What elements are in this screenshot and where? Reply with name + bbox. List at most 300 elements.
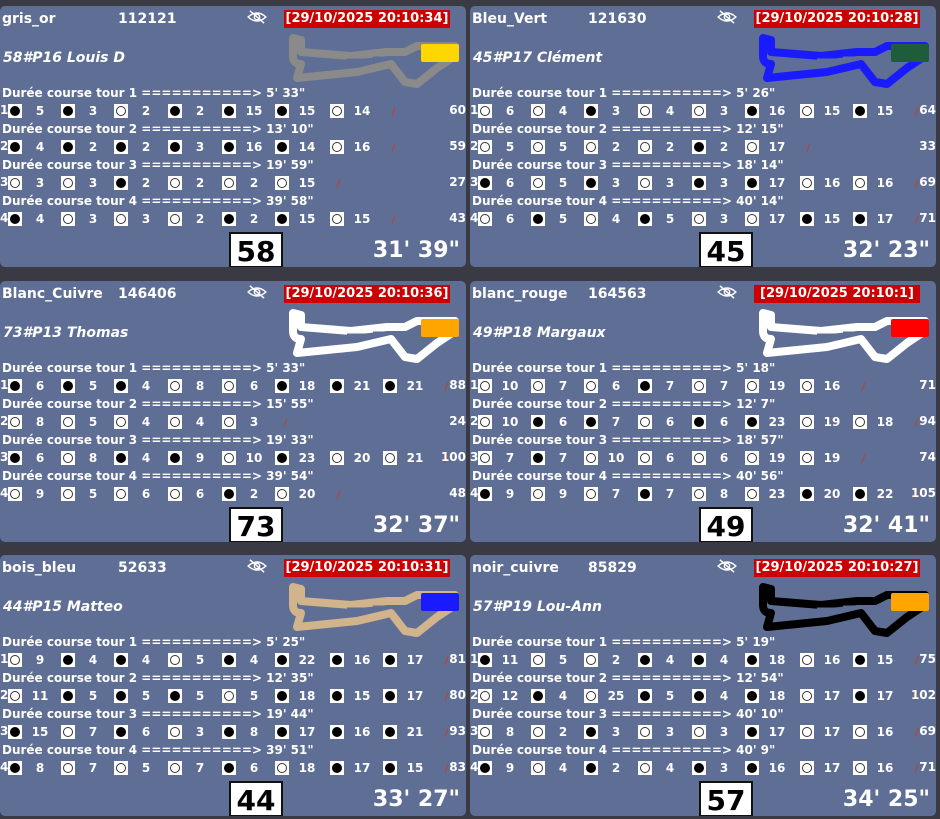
shot-value: 3 <box>719 761 729 775</box>
tour-total: 60 <box>449 103 466 117</box>
shot-value: 2 <box>195 212 205 226</box>
target-hit-icon <box>745 415 759 429</box>
target-hit-icon <box>8 140 22 154</box>
shot-value: 17 <box>298 725 316 739</box>
target-miss-icon <box>638 451 652 465</box>
shot-value: 2 <box>141 140 151 154</box>
rounds-list <box>470 86 936 230</box>
timestamp-badge: [29/10/2025 20:10:1] <box>754 285 920 303</box>
shot-value: 2 <box>665 140 675 154</box>
target-miss-icon <box>638 140 652 154</box>
tour-number: 1 <box>0 378 9 392</box>
team-score: 112121 <box>118 11 177 27</box>
tour-shots-row <box>470 411 936 433</box>
player-name: 57#P19 Lou-Ann <box>473 599 602 615</box>
shot-value: 3 <box>719 176 729 190</box>
shot-value: 19 <box>768 379 786 393</box>
shot-cell <box>330 140 412 154</box>
target-miss-icon <box>531 379 545 393</box>
tour-number: 4 <box>470 760 479 774</box>
target-hit-icon <box>478 761 492 775</box>
shot-value: 19 <box>823 415 841 429</box>
tour-shots-row <box>0 483 466 505</box>
team-card-bois-bleu <box>0 555 466 816</box>
shot-value: 17 <box>768 176 786 190</box>
shot-value: 4 <box>88 653 98 667</box>
tour-shots-row <box>0 100 466 122</box>
tour-number: 1 <box>0 652 9 666</box>
shot-value: 19 <box>823 451 841 465</box>
target-hit-icon <box>8 379 22 393</box>
team-score: 52633 <box>118 560 167 576</box>
tour-number: 1 <box>0 103 9 117</box>
shot-value: 16 <box>823 379 841 393</box>
target-miss-icon <box>584 689 598 703</box>
target-miss-icon <box>330 212 344 226</box>
tour-shots-row <box>470 649 936 671</box>
eye-off-icon[interactable] <box>246 9 268 25</box>
target-hit-icon <box>222 653 236 667</box>
target-hit-icon <box>275 725 289 739</box>
target-hit-icon <box>383 689 397 703</box>
target-hit-icon <box>275 379 289 393</box>
target-miss-icon <box>692 725 706 739</box>
tour-duration-label: Durée course tour 2 ===========> 12' 7" <box>472 397 776 411</box>
shot-value: 5 <box>88 487 98 501</box>
team-name: blanc_rouge <box>472 286 568 302</box>
tour-number: 2 <box>470 688 479 702</box>
shot-value: 23 <box>768 487 786 501</box>
player-name: 45#P17 Clément <box>473 50 603 66</box>
final-time: 33' 27" <box>372 787 460 812</box>
target-hit-icon <box>531 689 545 703</box>
final-time: 32' 41" <box>842 513 930 538</box>
final-time: 34' 25" <box>842 787 930 812</box>
target-miss-icon <box>478 725 492 739</box>
shot-value: 2 <box>141 104 151 118</box>
tour-duration-label: Durée course tour 2 ===========> 13' 10" <box>2 122 314 136</box>
tour-duration-label: Durée course tour 4 ===========> 40' 56" <box>472 469 784 483</box>
shot-value: 18 <box>768 653 786 667</box>
shot-value: 5 <box>141 689 151 703</box>
shot-value: 6 <box>665 415 675 429</box>
shot-value: 7 <box>505 451 515 465</box>
team-card-blanc-rouge <box>470 281 936 542</box>
tour-shots-row <box>470 447 936 469</box>
shot-value: 7 <box>719 379 729 393</box>
shot-value: 15 <box>31 725 49 739</box>
shot-value: 2 <box>249 176 259 190</box>
tour-shots-row <box>470 136 936 158</box>
target-miss-icon <box>531 140 545 154</box>
target-miss-icon <box>853 725 867 739</box>
tour-number: 4 <box>0 486 9 500</box>
target-hit-icon <box>638 212 652 226</box>
tour-number: 3 <box>470 450 479 464</box>
tour-shots-row <box>0 172 466 194</box>
tour-duration-label: Durée course tour 1 ===========> 5' 33" <box>2 361 306 375</box>
tour-number: 2 <box>0 414 9 428</box>
tour-total: 105 <box>910 486 936 500</box>
shot-value: 5 <box>558 140 568 154</box>
tick-mark <box>806 143 810 152</box>
bib-number: 49 <box>699 507 753 542</box>
tour-total: 27 <box>449 175 466 189</box>
target-hit-icon <box>168 104 182 118</box>
tick-mark <box>914 656 918 665</box>
target-hit-icon <box>222 487 236 501</box>
target-hit-icon <box>383 653 397 667</box>
shot-value: 6 <box>665 451 675 465</box>
shot-value: 3 <box>35 176 45 190</box>
target-hit-icon <box>745 689 759 703</box>
shot-value: 5 <box>88 379 98 393</box>
tour-total: 59 <box>449 139 466 153</box>
target-miss-icon <box>478 104 492 118</box>
tour-duration-label: Durée course tour 3 ===========> 40' 10" <box>472 707 784 721</box>
target-hit-icon <box>531 451 545 465</box>
shot-value: 3 <box>88 176 98 190</box>
tour-duration-label: Durée course tour 4 ===========> 39' 54" <box>2 469 314 483</box>
target-miss-icon <box>531 104 545 118</box>
target-hit-icon <box>531 212 545 226</box>
tour-duration-label: Durée course tour 2 ===========> 12' 15" <box>472 122 784 136</box>
target-miss-icon <box>168 653 182 667</box>
shot-value: 3 <box>141 212 151 226</box>
team-card-gris-or <box>0 6 466 267</box>
target-miss-icon <box>531 487 545 501</box>
eye-off-icon[interactable] <box>246 284 268 300</box>
tour-number: 2 <box>0 688 9 702</box>
tour-total: 69 <box>919 724 936 738</box>
player-name: 73#P13 Thomas <box>3 325 129 341</box>
shot-value: 5 <box>195 689 205 703</box>
target-hit-icon <box>61 104 75 118</box>
shot-cell <box>330 212 412 226</box>
tour-shots-row <box>0 411 466 433</box>
shot-value: 3 <box>665 176 675 190</box>
target-hit-icon <box>275 140 289 154</box>
shot-value: 6 <box>558 415 568 429</box>
shot-value: 15 <box>245 104 263 118</box>
tour-duration-label: Durée course tour 2 ===========> 12' 54" <box>472 671 784 685</box>
target-miss-icon <box>222 451 236 465</box>
shot-value: 15 <box>298 104 316 118</box>
tour-shots-row <box>0 447 466 469</box>
target-miss-icon <box>61 761 75 775</box>
shot-value: 5 <box>505 140 515 154</box>
shot-value: 18 <box>298 379 316 393</box>
tour-duration-label: Durée course tour 1 ===========> 5' 25" <box>2 635 306 649</box>
target-miss-icon <box>275 761 289 775</box>
target-hit-icon <box>692 653 706 667</box>
target-hit-icon <box>275 689 289 703</box>
tour-shots-row <box>0 375 466 397</box>
target-hit-icon <box>8 725 22 739</box>
tour-shots-row <box>0 685 466 707</box>
tick-mark <box>391 215 395 224</box>
eye-off-icon[interactable] <box>716 9 738 25</box>
shot-value: 6 <box>141 725 151 739</box>
shot-value: 2 <box>719 140 729 154</box>
shot-value: 4 <box>249 653 259 667</box>
tour-duration-label: Durée course tour 4 ===========> 39' 58" <box>2 194 314 208</box>
target-hit-icon <box>692 761 706 775</box>
tour-duration-label: Durée course tour 2 ===========> 15' 55" <box>2 397 314 411</box>
team-card-blanc-cuivre <box>0 281 466 542</box>
tick-mark <box>444 764 448 773</box>
shot-cell <box>275 487 357 501</box>
timestamp-badge: [29/10/2025 20:10:36] <box>285 286 449 301</box>
shot-value: 17 <box>876 212 894 226</box>
target-miss-icon <box>692 104 706 118</box>
tour-duration-label: Durée course tour 1 ===========> 5' 26" <box>472 86 776 100</box>
tour-duration-label: Durée course tour 3 ===========> 18' 57" <box>472 433 784 447</box>
target-hit-icon <box>745 725 759 739</box>
team-card-noir-cuivre <box>470 555 936 816</box>
target-miss-icon <box>8 689 22 703</box>
target-hit-icon <box>275 212 289 226</box>
target-miss-icon <box>800 761 814 775</box>
shot-value: 17 <box>353 761 371 775</box>
shot-value: 15 <box>298 212 316 226</box>
shot-value: 16 <box>876 176 894 190</box>
tour-shots-row <box>0 721 466 743</box>
target-miss-icon <box>800 689 814 703</box>
target-miss-icon <box>692 487 706 501</box>
tour-duration-label: Durée course tour 3 ===========> 19' 33" <box>2 433 314 447</box>
shot-value: 2 <box>611 140 621 154</box>
shot-value: 23 <box>298 451 316 465</box>
shot-value: 17 <box>823 689 841 703</box>
tour-shots-row <box>470 685 936 707</box>
shot-cell <box>222 415 304 429</box>
tour-number: 4 <box>0 211 9 225</box>
target-miss-icon <box>168 212 182 226</box>
target-hit-icon <box>383 761 397 775</box>
target-miss-icon <box>61 451 75 465</box>
tick-mark <box>391 107 395 116</box>
shot-value: 20 <box>823 487 841 501</box>
tour-total: 24 <box>449 414 466 428</box>
target-hit-icon <box>584 176 598 190</box>
eye-off-icon[interactable] <box>716 284 738 300</box>
shot-value: 21 <box>406 379 424 393</box>
target-hit-icon <box>114 140 128 154</box>
rounds-list <box>0 635 466 779</box>
shot-value: 2 <box>611 653 621 667</box>
target-miss-icon <box>478 140 492 154</box>
target-miss-icon <box>584 140 598 154</box>
tour-shots-row <box>470 100 936 122</box>
team-score: 85829 <box>588 560 637 576</box>
tour-shots-row <box>0 757 466 779</box>
shot-value: 20 <box>353 451 371 465</box>
target-hit-icon <box>330 761 344 775</box>
target-hit-icon <box>222 104 236 118</box>
shot-value: 14 <box>298 140 316 154</box>
shot-value: 4 <box>141 415 151 429</box>
target-hit-icon <box>8 212 22 226</box>
shot-value: 10 <box>501 379 519 393</box>
tour-number: 2 <box>0 139 9 153</box>
shot-value: 5 <box>195 653 205 667</box>
target-miss-icon <box>800 725 814 739</box>
shot-value: 22 <box>876 487 894 501</box>
shot-value: 3 <box>611 176 621 190</box>
target-hit-icon <box>478 176 492 190</box>
rounds-list <box>0 361 466 505</box>
shot-value: 6 <box>249 379 259 393</box>
shot-value: 3 <box>719 104 729 118</box>
target-hit-icon <box>584 761 598 775</box>
shot-value: 18 <box>298 761 316 775</box>
target-miss-icon <box>638 725 652 739</box>
shot-value: 16 <box>768 104 786 118</box>
team-name: gris_or <box>2 11 56 27</box>
shot-value: 16 <box>876 761 894 775</box>
shot-value: 17 <box>768 212 786 226</box>
rifle-icon <box>287 30 466 90</box>
bib-number: 57 <box>699 781 753 816</box>
tour-duration-label: Durée course tour 1 ===========> 5' 18" <box>472 361 776 375</box>
shot-value: 5 <box>558 212 568 226</box>
tour-total: 71 <box>919 760 936 774</box>
target-hit-icon <box>61 653 75 667</box>
target-miss-icon <box>638 176 652 190</box>
target-hit-icon <box>638 689 652 703</box>
target-miss-icon <box>168 487 182 501</box>
target-miss-icon <box>745 212 759 226</box>
target-miss-icon <box>114 487 128 501</box>
shot-value: 19 <box>768 451 786 465</box>
shot-cell <box>275 176 357 190</box>
tick-mark <box>336 490 340 499</box>
target-hit-icon <box>275 451 289 465</box>
eye-off-icon[interactable] <box>716 558 738 574</box>
shot-cell <box>800 379 882 393</box>
team-name: bois_bleu <box>2 560 77 576</box>
target-miss-icon <box>8 653 22 667</box>
shot-value: 8 <box>35 761 45 775</box>
shot-value: 9 <box>35 653 45 667</box>
tour-total: 81 <box>449 652 466 666</box>
target-miss-icon <box>330 104 344 118</box>
shot-value: 4 <box>141 451 151 465</box>
tour-number: 2 <box>470 139 479 153</box>
tour-total: 71 <box>919 211 936 225</box>
target-hit-icon <box>330 689 344 703</box>
tour-number: 1 <box>470 652 479 666</box>
target-hit-icon <box>114 176 128 190</box>
target-hit-icon <box>168 451 182 465</box>
rounds-list <box>470 361 936 505</box>
shot-value: 3 <box>88 212 98 226</box>
shot-value: 17 <box>823 725 841 739</box>
shot-value: 16 <box>768 761 786 775</box>
eye-off-icon[interactable] <box>246 558 268 574</box>
shot-value: 17 <box>406 689 424 703</box>
tour-duration-label: Durée course tour 2 ===========> 12' 35" <box>2 671 314 685</box>
shot-value: 4 <box>35 140 45 154</box>
shot-value: 15 <box>823 104 841 118</box>
bib-number: 58 <box>229 232 283 267</box>
tour-duration-label: Durée course tour 3 ===========> 19' 44" <box>2 707 314 721</box>
shot-value: 21 <box>406 451 424 465</box>
tour-shots-row <box>470 483 936 505</box>
target-hit-icon <box>745 653 759 667</box>
shot-cell <box>330 104 412 118</box>
shot-value: 16 <box>245 140 263 154</box>
target-miss-icon <box>853 176 867 190</box>
tour-total: 43 <box>449 211 466 225</box>
target-miss-icon <box>800 176 814 190</box>
shot-value: 18 <box>298 689 316 703</box>
rifle-icon <box>757 30 936 90</box>
target-hit-icon <box>222 212 236 226</box>
target-hit-icon <box>114 451 128 465</box>
tick-mark <box>861 382 865 391</box>
tour-duration-label: Durée course tour 1 ===========> 5' 33" <box>2 86 306 100</box>
shot-value: 4 <box>195 415 205 429</box>
target-hit-icon <box>584 104 598 118</box>
tick-mark <box>914 418 918 427</box>
shot-value: 9 <box>558 487 568 501</box>
shot-value: 11 <box>31 689 49 703</box>
shot-value: 2 <box>558 725 568 739</box>
target-hit-icon <box>114 689 128 703</box>
target-hit-icon <box>853 653 867 667</box>
tour-number: 3 <box>0 175 9 189</box>
shot-value: 17 <box>768 725 786 739</box>
shot-value: 23 <box>768 415 786 429</box>
shot-value: 8 <box>249 725 259 739</box>
player-name: 49#P18 Margaux <box>473 325 606 341</box>
tour-number: 3 <box>0 450 9 464</box>
team-card-bleu-vert <box>470 6 936 267</box>
timestamp-badge: [29/10/2025 20:10:31] <box>285 560 449 575</box>
shot-value: 8 <box>719 487 729 501</box>
target-miss-icon <box>531 653 545 667</box>
target-miss-icon <box>800 653 814 667</box>
target-miss-icon <box>61 725 75 739</box>
shot-value: 2 <box>195 176 205 190</box>
tour-total: 48 <box>449 486 466 500</box>
target-hit-icon <box>8 451 22 465</box>
tick-mark <box>391 143 395 152</box>
tour-total: 74 <box>919 450 936 464</box>
target-hit-icon <box>745 176 759 190</box>
target-miss-icon <box>800 104 814 118</box>
shot-value: 7 <box>665 379 675 393</box>
target-miss-icon <box>114 104 128 118</box>
shot-value: 15 <box>823 212 841 226</box>
shot-value: 16 <box>353 725 371 739</box>
tour-number: 1 <box>470 378 479 392</box>
shot-value: 7 <box>665 487 675 501</box>
shot-value: 6 <box>35 451 45 465</box>
shot-value: 16 <box>823 176 841 190</box>
target-miss-icon <box>800 379 814 393</box>
tour-total: 33 <box>919 139 936 153</box>
tour-total: 80 <box>449 688 466 702</box>
target-miss-icon <box>168 379 182 393</box>
target-hit-icon <box>222 761 236 775</box>
target-miss-icon <box>222 379 236 393</box>
shot-value: 4 <box>665 761 675 775</box>
target-miss-icon <box>114 212 128 226</box>
tour-number: 1 <box>470 103 479 117</box>
